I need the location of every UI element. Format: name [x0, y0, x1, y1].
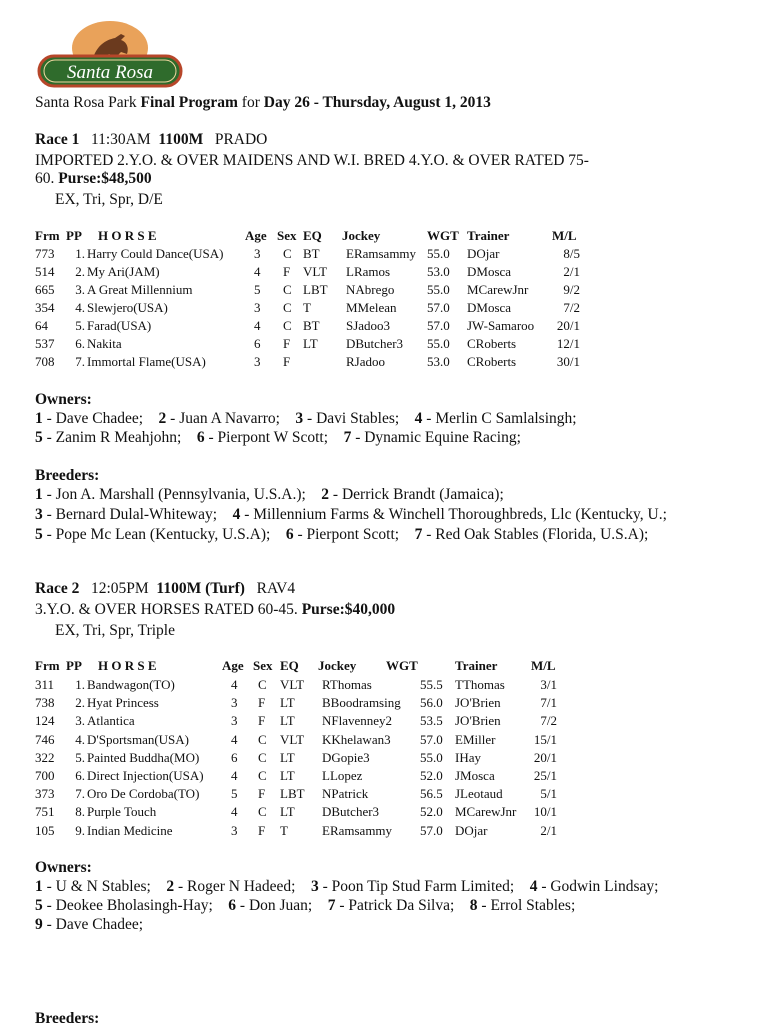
race-track: RAV4: [256, 580, 296, 597]
entry-line: [35, 526, 648, 544]
purse-label: Purse:: [301, 601, 345, 618]
pp-cell: 3.: [75, 713, 85, 729]
entry-name: - Derrick Brandt (Jamaica);: [329, 486, 504, 503]
jockey-cell: LLopez: [322, 768, 363, 783]
jockey-cell: RThomas: [322, 677, 372, 692]
entry-name: - Pope Mc Lean (Kentucky, U.S.A);: [42, 526, 271, 543]
sex-cell: F: [258, 713, 266, 729]
trainer-cell: IHay: [455, 749, 481, 765]
sex-cell: C: [283, 282, 292, 297]
horse-cell: Atlantica: [87, 713, 135, 729]
pp-cell: 1.: [75, 246, 85, 261]
sex-cell: C: [258, 749, 267, 765]
wgt-cell: 55.0: [427, 246, 450, 261]
conditions: 3.Y.O. & OVER HORSES RATED 60-45.: [35, 601, 298, 618]
col-pp: PP: [66, 228, 82, 243]
ml-cell: 12/1: [556, 336, 580, 351]
race-1-wagers: EX, Tri, Spr, D/E: [55, 191, 163, 208]
col-jockey: Jockey: [342, 228, 381, 243]
race-distance: 1100M (Turf): [156, 580, 245, 597]
entry-number: 5: [35, 526, 43, 543]
ml-cell: 2/1: [540, 822, 557, 838]
race-time: 11:30AM: [90, 131, 151, 148]
frm-cell: 124: [35, 713, 55, 729]
pp-cell: 2.: [75, 695, 85, 711]
frm-cell: 700: [35, 768, 55, 783]
trainer-cell: JW-Samaroo: [467, 318, 535, 333]
age-cell: 4: [254, 264, 261, 279]
jockey-cell: NAbrego: [346, 282, 395, 297]
race-2-owners-title: [35, 859, 92, 877]
santa-rosa-logo: [35, 18, 185, 92]
eq-cell: BT: [303, 318, 320, 333]
breeders-title: Breeders:: [35, 467, 100, 484]
race-2-conditions: [35, 601, 395, 619]
entry-number: 1: [35, 410, 43, 427]
eq-cell: T: [280, 822, 288, 838]
entry-number: 2: [166, 878, 175, 895]
age-cell: 3: [254, 354, 261, 369]
horse-cell: Oro De Cordoba(TO): [87, 786, 200, 802]
age-cell: 4: [231, 677, 238, 692]
trainer-cell: CRoberts: [467, 336, 517, 351]
entry-name: - Bernard Dulal-Whiteway;: [42, 506, 218, 523]
eq-cell: BT: [303, 246, 320, 261]
entry-name: - Godwin Lindsay;: [537, 878, 659, 895]
sex-cell: F: [258, 786, 266, 802]
col-sex: Sex: [253, 658, 273, 673]
pp-cell: 4.: [75, 731, 85, 747]
entry-number: 2: [158, 410, 167, 427]
entry-number: 3: [295, 410, 304, 427]
horse-cell: Immortal Flame(USA): [87, 354, 206, 369]
wgt-cell: 52.0: [420, 768, 443, 783]
age-cell: 3: [254, 246, 261, 261]
col-frm: Frm: [35, 658, 60, 673]
eq-cell: T: [303, 300, 311, 315]
entry-name: - Dynamic Equine Racing;: [351, 429, 521, 446]
purse-amount: $40,000: [344, 601, 396, 618]
eq-cell: LT: [280, 713, 295, 729]
col-frm: Frm: [35, 228, 60, 243]
pp-cell: 5.: [75, 318, 85, 333]
col-wgt: WGT: [386, 658, 418, 673]
trainer-cell: DOjar: [455, 822, 488, 838]
horse-cell: Farad(USA): [87, 318, 152, 333]
eq-cell: VLT: [303, 264, 328, 279]
race-distance: 1100M: [158, 131, 204, 148]
frm-cell: 354: [35, 300, 55, 315]
ml-cell: 7/1: [540, 695, 557, 711]
entry-name: - Don Juan;: [236, 897, 313, 914]
entry-name: - Roger N Hadeed;: [174, 878, 296, 895]
eq-cell: LT: [280, 804, 295, 820]
race-1-conditions-purse: [35, 170, 152, 188]
age-cell: 6: [231, 749, 238, 765]
entry-number: 9: [35, 916, 43, 933]
ml-cell: 20/1: [533, 749, 557, 765]
pp-cell: 2.: [75, 264, 85, 279]
age-cell: 4: [231, 731, 238, 747]
wgt-cell: 55.0: [427, 336, 450, 351]
entry-name: - Zanim R Meahjohn;: [42, 429, 182, 446]
sex-cell: F: [283, 354, 291, 369]
frm-cell: 64: [35, 318, 48, 333]
wgt-cell: 55.0: [427, 282, 450, 297]
horse-cell: Purple Touch: [87, 804, 157, 820]
ml-cell: 15/1: [533, 731, 557, 747]
entry-name: - Patrick Da Silva;: [335, 897, 455, 914]
wgt-cell: 56.5: [420, 786, 443, 802]
pp-cell: 7.: [75, 786, 85, 802]
wgt-cell: 53.0: [427, 264, 450, 279]
jockey-cell: BBoodramsing: [322, 695, 401, 711]
pp-cell: 4.: [75, 300, 85, 315]
entry-name: - U & N Stables;: [42, 878, 151, 895]
entry-name: - Merlin C Samlalsingh;: [422, 410, 577, 427]
jockey-cell: ERamsammy: [322, 822, 393, 838]
entry-number: 8: [469, 897, 478, 914]
wgt-cell: 55.5: [420, 677, 443, 692]
conditions-tail: 60.: [35, 170, 55, 187]
jockey-cell: DGopie3: [322, 749, 370, 765]
wgt-cell: 55.0: [420, 749, 443, 765]
sex-cell: C: [283, 300, 292, 315]
entry-name: - Pierpont Scott;: [293, 526, 400, 543]
wgt-cell: 57.0: [427, 300, 450, 315]
frm-cell: 514: [35, 264, 55, 279]
horse-cell: A Great Millennium: [87, 282, 193, 297]
race-1-owners-title: [35, 391, 92, 409]
horse-cell: Harry Could Dance(USA): [87, 246, 224, 261]
entry-name: - Davi Stables;: [303, 410, 400, 427]
entry-number: 1: [35, 486, 43, 503]
horse-cell: D'Sportsman(USA): [87, 731, 190, 747]
entry-line: [35, 410, 577, 428]
eq-cell: LBT: [280, 786, 305, 802]
frm-cell: 105: [35, 822, 55, 838]
race-time: 12:05PM: [90, 580, 149, 597]
jockey-cell: KKhelawan3: [322, 731, 391, 747]
page-title: [35, 94, 491, 112]
pp-cell: 8.: [75, 804, 85, 820]
frm-cell: 751: [35, 804, 55, 820]
eq-cell: VLT: [280, 677, 305, 692]
jockey-cell: LRamos: [346, 264, 391, 279]
ml-cell: 20/1: [556, 318, 580, 333]
race-1-breeders-title: [35, 467, 99, 485]
park-name: Santa Rosa Park: [35, 94, 137, 111]
entry-line: [35, 897, 575, 915]
entry-number: 3: [310, 878, 319, 895]
entry-number: 5: [35, 897, 43, 914]
entry-number: 6: [228, 897, 237, 914]
age-cell: 3: [231, 695, 238, 711]
col-ml: M/L: [552, 228, 577, 243]
entry-name: - Pierpont W Scott;: [204, 429, 329, 446]
ml-cell: 9/2: [563, 282, 580, 297]
jockey-cell: ERamsammy: [346, 246, 417, 261]
wgt-cell: 56.0: [420, 695, 443, 711]
wgt-cell: 53.0: [427, 354, 450, 369]
age-cell: 5: [254, 282, 261, 297]
sex-cell: F: [258, 695, 266, 711]
frm-cell: 373: [35, 786, 55, 802]
jockey-cell: RJadoo: [346, 354, 385, 369]
pp-cell: 7.: [75, 354, 85, 369]
entry-number: 6: [196, 429, 205, 446]
age-cell: 6: [254, 336, 261, 351]
final-program-label: Final Program: [140, 94, 238, 111]
horse-cell: Direct Injection(USA): [87, 768, 204, 783]
wgt-cell: 57.0: [420, 731, 443, 747]
race-label: Race 1: [35, 131, 80, 148]
breeders-title: Breeders:: [35, 1010, 100, 1027]
wgt-cell: 57.0: [420, 822, 443, 838]
entry-name: - Poon Tip Stud Farm Limited;: [318, 878, 515, 895]
eq-cell: LT: [280, 768, 295, 783]
age-cell: 3: [254, 300, 261, 315]
col-horse: H O R S E: [98, 228, 157, 243]
entry-number: 4: [232, 506, 241, 523]
race-1-conditions: IMPORTED 2.Y.O. & OVER MAIDENS AND W.I. BRED 4.Y.O. & OVER RATED 75-: [35, 152, 589, 169]
race-2-wagers: EX, Tri, Spr, Triple: [55, 622, 175, 639]
entry-line: [35, 486, 504, 504]
entry-line: [35, 878, 658, 896]
eq-cell: LT: [280, 695, 295, 711]
frm-cell: 322: [35, 749, 55, 765]
sex-cell: C: [283, 318, 292, 333]
sex-cell: F: [258, 822, 266, 838]
entry-name: - Deokee Bholasingh-Hay;: [42, 897, 213, 914]
entry-number: 7: [343, 429, 352, 446]
entry-number: 1: [35, 878, 43, 895]
for-label: for: [241, 94, 260, 111]
trainer-cell: JO'Brien: [455, 695, 501, 711]
horse-cell: Bandwagon(TO): [87, 677, 175, 692]
col-wgt: WGT: [427, 228, 459, 243]
sex-cell: C: [258, 677, 267, 692]
horse-cell: Slewjero(USA): [87, 300, 168, 315]
entry-number: 7: [327, 897, 336, 914]
col-jockey: Jockey: [318, 658, 357, 673]
wgt-cell: 53.5: [420, 713, 443, 729]
eq-cell: LT: [280, 749, 295, 765]
trainer-cell: DOjar: [467, 246, 500, 261]
entry-name: - Red Oak Stables (Florida, U.S.A);: [422, 526, 649, 543]
jockey-cell: NFlavenney2: [322, 713, 393, 729]
wgt-cell: 52.0: [420, 804, 443, 820]
ml-cell: 30/1: [556, 354, 580, 369]
wgt-cell: 57.0: [427, 318, 450, 333]
entry-name: - Jon A. Marshall (Pennsylvania, U.S.A.);: [42, 486, 306, 503]
sex-cell: F: [283, 336, 291, 351]
col-age: Age: [245, 228, 267, 243]
pp-cell: 1.: [75, 677, 85, 692]
frm-cell: 738: [35, 695, 55, 711]
eq-cell: VLT: [280, 731, 305, 747]
trainer-cell: MCarewJnr: [455, 804, 517, 820]
trainer-cell: TThomas: [455, 677, 505, 692]
jockey-cell: NPatrick: [322, 786, 369, 802]
trainer-cell: EMiller: [455, 731, 496, 747]
race-1-header: [35, 131, 267, 149]
trainer-cell: MCarewJnr: [467, 282, 529, 297]
race-2-header: [35, 580, 295, 598]
trainer-cell: JLeotaud: [455, 786, 503, 802]
trainer-cell: DMosca: [467, 264, 512, 279]
age-cell: 3: [231, 713, 238, 729]
race-day: Day 26 - Thursday, August 1, 2013: [263, 94, 491, 111]
trainer-cell: JMosca: [455, 768, 495, 783]
ml-cell: 2/1: [563, 264, 580, 279]
col-eq: EQ: [280, 658, 299, 673]
horse-cell: Nakita: [87, 336, 122, 351]
horse-cell: Hyat Princess: [87, 695, 159, 711]
col-trainer: Trainer: [455, 658, 498, 673]
col-sex: Sex: [277, 228, 297, 243]
jockey-cell: DButcher3: [322, 804, 380, 820]
eq-cell: LBT: [303, 282, 328, 297]
ml-cell: 3/1: [540, 677, 557, 692]
pp-cell: 5.: [75, 749, 85, 765]
col-ml: M/L: [531, 658, 556, 673]
entry-name: - Millennium Farms & Winchell Thoroughbreds, Llc (Kentucky, U.;: [240, 506, 667, 523]
entry-number: 4: [529, 878, 538, 895]
col-horse: H O R S E: [98, 658, 157, 673]
horse-cell: Indian Medicine: [87, 822, 173, 838]
entry-name: - Dave Chadee;: [42, 916, 144, 933]
pp-cell: 6.: [75, 336, 85, 351]
entry-line: [35, 916, 143, 934]
ml-cell: 25/1: [533, 768, 557, 783]
col-age: Age: [222, 658, 244, 673]
eq-cell: LT: [303, 336, 318, 351]
col-pp: PP: [66, 658, 82, 673]
entry-line: [35, 429, 521, 447]
ml-cell: 8/5: [563, 246, 580, 261]
race-track: PRADO: [214, 131, 268, 148]
jockey-cell: SJadoo3: [346, 318, 391, 333]
pp-cell: 6.: [75, 768, 85, 783]
sex-cell: C: [258, 768, 267, 783]
owners-title: Owners:: [35, 859, 92, 876]
pp-cell: 9.: [75, 822, 85, 838]
ml-cell: 5/1: [540, 786, 557, 802]
entry-number: 6: [285, 526, 294, 543]
entry-number: 5: [35, 429, 43, 446]
purse-amount: $48,500: [101, 170, 152, 187]
frm-cell: 708: [35, 354, 55, 369]
entry-line: [35, 506, 667, 524]
age-cell: 4: [254, 318, 261, 333]
entry-number: 2: [321, 486, 330, 503]
pp-cell: 3.: [75, 282, 85, 297]
sex-cell: F: [283, 264, 291, 279]
ml-cell: 7/2: [563, 300, 580, 315]
race-label: Race 2: [35, 580, 80, 597]
entry-number: 4: [414, 410, 423, 427]
entry-number: 7: [414, 526, 423, 543]
horse-cell: Painted Buddha(MO): [87, 749, 200, 765]
age-cell: 4: [231, 768, 238, 783]
purse-label: Purse:: [58, 170, 102, 187]
ml-cell: 7/2: [540, 713, 557, 729]
sex-cell: C: [258, 804, 267, 820]
jockey-cell: DButcher3: [346, 336, 404, 351]
trainer-cell: JO'Brien: [455, 713, 501, 729]
age-cell: 3: [231, 822, 238, 838]
horse-cell: My Ari(JAM): [87, 264, 160, 279]
frm-cell: 746: [35, 731, 55, 747]
logo-text: Santa Rosa: [66, 62, 154, 83]
frm-cell: 665: [35, 282, 55, 297]
sex-cell: C: [283, 246, 292, 261]
age-cell: 4: [231, 804, 238, 820]
trainer-cell: DMosca: [467, 300, 512, 315]
frm-cell: 311: [35, 677, 55, 692]
owners-title: Owners:: [35, 391, 92, 408]
jockey-cell: MMelean: [346, 300, 397, 315]
ml-cell: 10/1: [533, 804, 557, 820]
trainer-cell: CRoberts: [467, 354, 517, 369]
col-eq: EQ: [303, 228, 322, 243]
col-trainer: Trainer: [467, 228, 510, 243]
frm-cell: 537: [35, 336, 55, 351]
entry-name: - Juan A Navarro;: [166, 410, 280, 427]
frm-cell: 773: [35, 246, 55, 261]
entry-name: - Errol Stables;: [477, 897, 576, 914]
race-2-breeders-title: [35, 1010, 99, 1028]
entry-name: - Dave Chadee;: [42, 410, 144, 427]
entry-number: 3: [35, 506, 43, 523]
sex-cell: C: [258, 731, 267, 747]
age-cell: 5: [231, 786, 238, 802]
